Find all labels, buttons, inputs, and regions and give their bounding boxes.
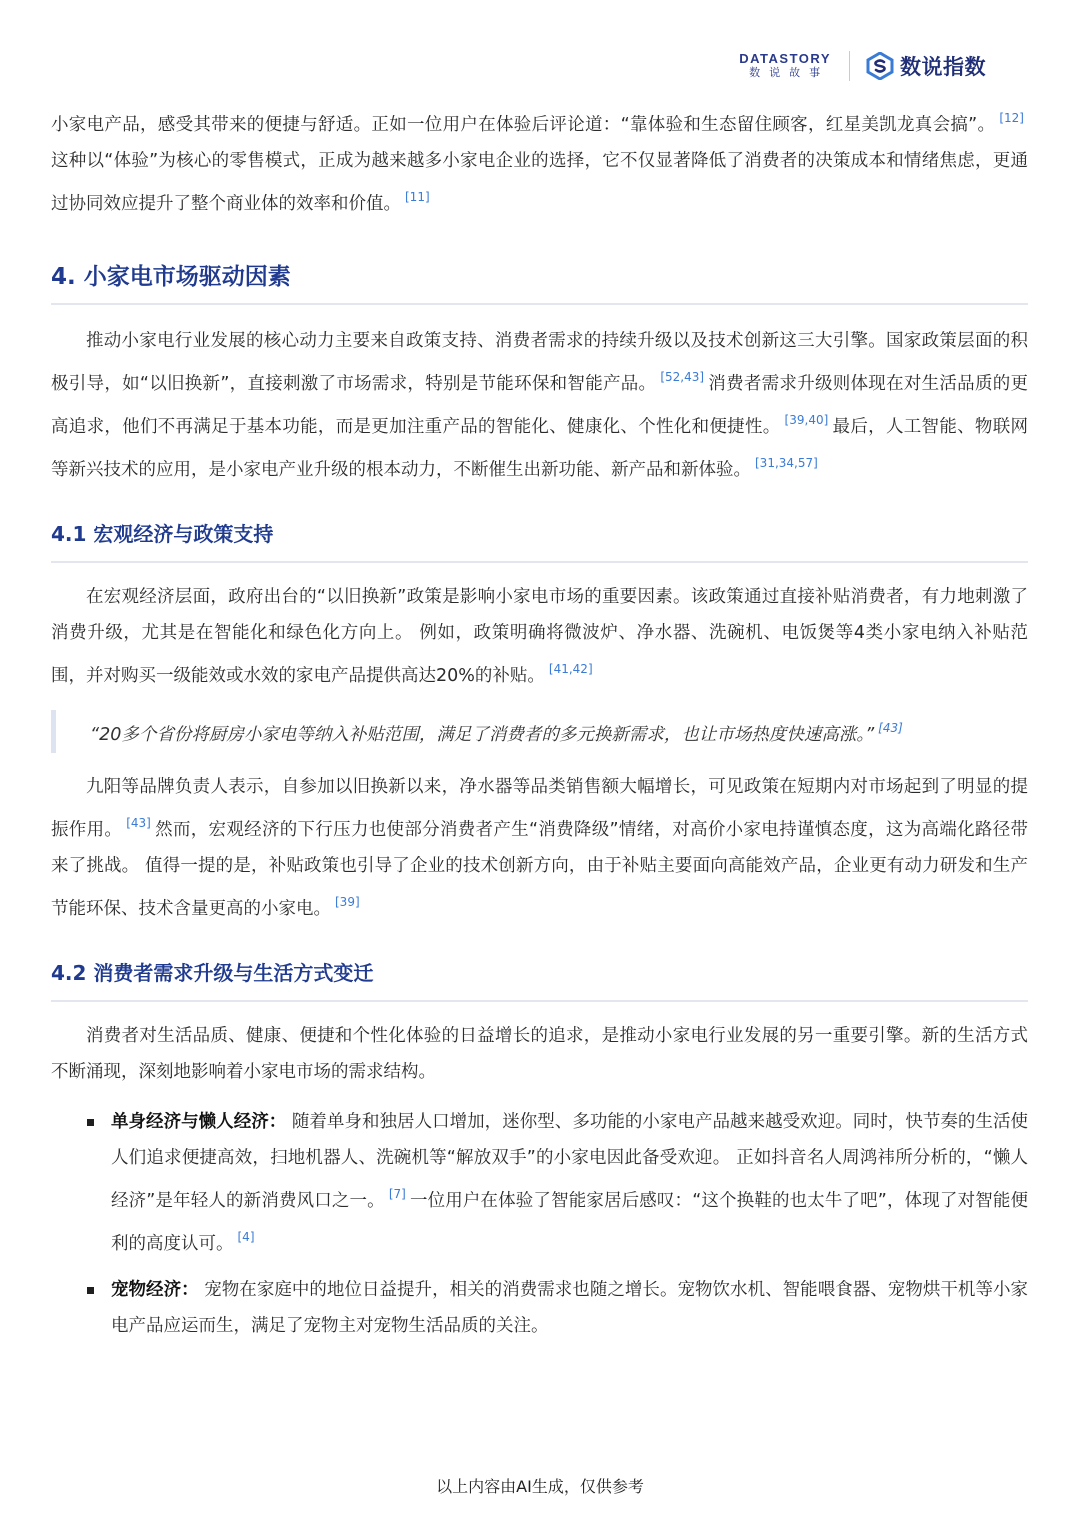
section-4-paragraph — [51, 323, 1028, 488]
document-body — [51, 100, 1028, 1354]
section-4-2-intro: 消费者对生活品质、健康、便捷和个性化体验的日益增长的追求，是推动小家电行业发展的另一重要引擎。新的生活方式不断涌现，深刻地影响着小家电市场的需求结构。 — [51, 1026, 1028, 1082]
datastory-logo-zh: 数说故事 — [749, 66, 830, 79]
ai-disclaimer-footer: 以上内容由AI生成，仅供参考 — [436, 1477, 644, 1496]
section-4-1-heading: 4.1 宏观经济与政策支持 — [51, 518, 1028, 563]
bullet-text-1: 宠物在家庭中的地位日益提升，相关的消费需求也随之增长。宠物饮水机、智能喂食器、宠物烘干机等小家电产品应运而生，满足了宠物主对宠物生活品质的关注。 — [111, 1280, 1028, 1336]
bullet-text-2: 一位用户在体验了智能家居后感叹：“这个换鞋的也太牛了吧”，体现了对智能便利的高度认可。 — [111, 1191, 1028, 1254]
citation-link[interactable]: [43] — [878, 721, 903, 735]
section-4-1-paragraph-1 — [51, 579, 1028, 694]
brand-logo — [866, 51, 986, 81]
section-4-1-text-1: 在宏观经济层面，政府出台的“以旧换新”政策是影响小家电市场的重要因素。该政策通过直接补贴消费者，有力地刺激了消费升级，尤其是在智能化和绿色化方向上。 例如，政策明确将微波炉、净水器、洗碗机、电饭煲等4类小家电纳入补贴范围，并对购买一级能效或水效的家电产品提供高达20%的补贴。 — [51, 587, 1028, 686]
citation-link[interactable]: [11] — [405, 190, 430, 204]
bullet-label: 宠物经济： — [111, 1280, 199, 1300]
citation-link[interactable]: [7] — [388, 1187, 406, 1201]
page-header — [739, 48, 986, 84]
section-4-1-text-2: 九阳等品牌负责人表示，自参加以旧换新以来，净水器等品类销售额大幅增长，可见政策在短期内对市场起到了明显的提振作用。 — [51, 777, 1028, 840]
brand-name: 数说指数 — [900, 55, 986, 79]
datastory-logo-en: DATASTORY — [739, 51, 831, 66]
datastory-logo — [739, 52, 831, 80]
quote-text: “20多个省份将厨房小家电等纳入补贴范围，满足了消费者的多元换新需求，也让市场热度快速高涨。” — [90, 725, 875, 745]
blockquote — [51, 710, 1028, 753]
list-item — [87, 1104, 1028, 1262]
citation-link[interactable]: [31,34,57] — [755, 456, 818, 470]
hexagon-s-logo-icon — [866, 52, 894, 80]
citation-link[interactable]: [4] — [237, 1230, 255, 1244]
intro-paragraph — [51, 100, 1028, 222]
bullet-square-icon — [87, 1287, 94, 1294]
section-4-text-3: 最后，人工智能、物联网等新兴技术的应用，是小家电产业升级的根本动力，不断催生出新功能、新产品和新体验。 — [51, 417, 1028, 480]
citation-link[interactable]: [41,42] — [548, 662, 593, 676]
intro-text-2: 这种以“体验”为核心的零售模式，正成为越来越多小家电企业的选择，它不仅显著降低了消费者的决策成本和情绪焦虑，更通过协同效应提升了整个商业体的效率和价值。 — [51, 151, 1028, 214]
list-item — [87, 1272, 1028, 1344]
citation-link[interactable]: [52,43] — [660, 370, 705, 384]
bullet-text-1: 随着单身和独居人口增加，迷你型、多功能的小家电产品越来越受欢迎。同时，快节奏的生活使人们追求便捷高效，扫地机器人、洗碗机等“解放双手”的小家电因此备受欢迎。 正如抖音名人周鸿祎所分析的，“懒人经济”是年轻人的新消费风口之一。 — [111, 1112, 1029, 1211]
bullet-square-icon — [87, 1119, 94, 1126]
section-4-1-text-3: 然而，宏观经济的下行压力也使部分消费者产生“消费降级”情绪，对高价小家电持谨慎态度，这为高端化路径带来了挑战。 值得一提的是，补贴政策也引导了企业的技术创新方向，由于补贴主要面向高能效产品，企业更有动力研发和生产节能环保、技术含量更高的小家电。 — [51, 820, 1028, 919]
section-4-heading: 4. 小家电市场驱动因素 — [51, 258, 1028, 305]
section-4-text-1: 推动小家电行业发展的核心动力主要来自政策支持、消费者需求的持续升级以及技术创新这三大引擎。国家政策层面的积极引导，如“以旧换新”，直接刺激了市场需求，特别是节能环保和智能产品。 — [51, 331, 1028, 394]
bullet-label: 单身经济与懒人经济： — [111, 1112, 287, 1132]
bullet-list — [51, 1104, 1028, 1344]
citation-link[interactable]: [43] — [126, 816, 151, 830]
intro-text-1: 小家电产品，感受其带来的便捷与舒适。正如一位用户在体验后评论道：“靠体验和生态留住顾客，红星美凯龙真会搞”。 — [51, 115, 996, 135]
citation-link[interactable]: [39,40] — [784, 413, 829, 427]
section-4-2-heading: 4.2 消费者需求升级与生活方式变迁 — [51, 957, 1028, 1002]
section-4-1-paragraph-2 — [51, 769, 1028, 927]
header-divider — [849, 51, 850, 81]
citation-link[interactable]: [12] — [999, 111, 1024, 125]
section-4-text-2: 消费者需求升级则体现在对生活品质的更高追求，他们不再满足于基本功能，而是更加注重产品的智能化、健康化、个性化和便捷性。 — [51, 374, 1029, 437]
citation-link[interactable]: [39] — [335, 895, 360, 909]
